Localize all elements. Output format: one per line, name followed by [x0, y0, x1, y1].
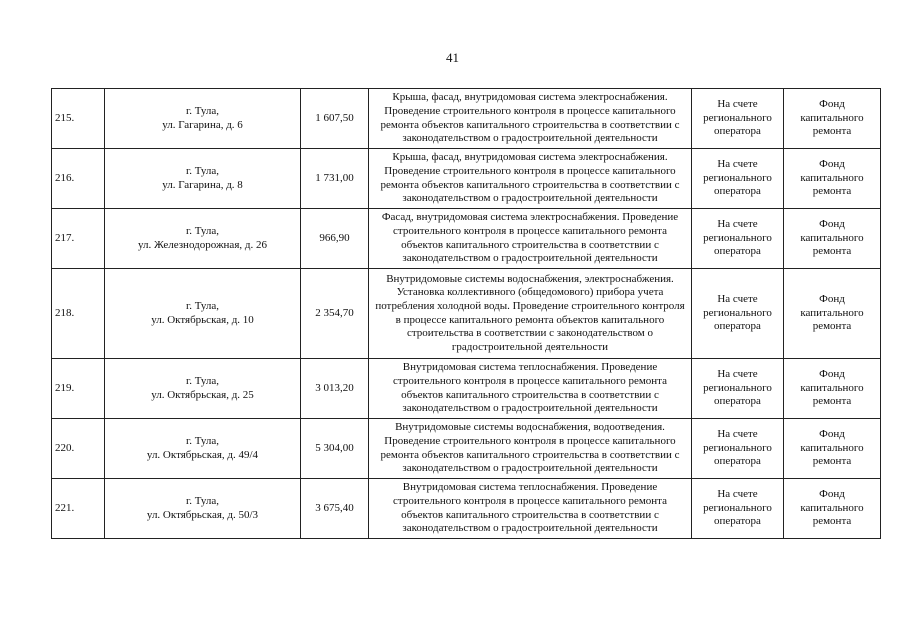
- repair-program-table: [51, 88, 881, 539]
- fund-line: ремонта: [812, 245, 852, 258]
- cost-value: 1 731,00: [315, 171, 354, 184]
- fund-cell: [784, 89, 881, 149]
- fund-line: капитального: [800, 111, 864, 124]
- account-line: На счете: [717, 158, 758, 171]
- cost-cell: [301, 149, 369, 209]
- account-line: оператора: [714, 125, 761, 138]
- table-row: [52, 89, 881, 149]
- address-street: ул. Железнодорожная, д. 26: [138, 238, 267, 251]
- address-cell: [105, 359, 301, 419]
- cost-value: 2 354,70: [315, 306, 354, 319]
- account-cell: [692, 479, 784, 539]
- table-body: [52, 89, 881, 539]
- table-row: [52, 149, 881, 209]
- account-line: оператора: [714, 455, 761, 468]
- account-cell: [692, 209, 784, 269]
- address-city: г. Тула,: [185, 299, 220, 312]
- address-city: г. Тула,: [185, 374, 220, 387]
- fund-line: ремонта: [812, 125, 852, 138]
- fund-line: ремонта: [812, 185, 852, 198]
- cost-cell: [301, 89, 369, 149]
- works-description: Внутридомовые системы водоснабжения, электроснабжения. Установка коллективного (общедомового) прибора учета потребления холодной воды. Проведение строительного контроля в процессе капитального ремонта объектов капитального строительства в соответствии с законодательством о градостроительной деятельности: [375, 272, 685, 353]
- account-line: регионального: [703, 441, 772, 454]
- fund-line: Фонд: [819, 293, 845, 306]
- works-description: Фасад, внутридомовая система электроснабжения. Проведение строительного контроля в процессе капитального ремонта объектов капитального строительства в соответствии с законодательством о градостроительной деятельности: [381, 211, 679, 265]
- cost-cell: [301, 209, 369, 269]
- works-description-cell: [369, 269, 692, 359]
- address-cell: [105, 269, 301, 359]
- fund-line: ремонта: [812, 515, 852, 528]
- account-line: На счете: [717, 293, 758, 306]
- table-row: [52, 359, 881, 419]
- row-number-text: 219.: [55, 381, 75, 394]
- address-cell: [105, 89, 301, 149]
- fund-cell: [784, 479, 881, 539]
- row-number-text: 215.: [55, 111, 75, 124]
- works-description-cell: [369, 419, 692, 479]
- cost-cell: [301, 419, 369, 479]
- works-description: Крыша, фасад, внутридомовая система электроснабжения. Проведение строительного контроля в процессе капитального ремонта объектов капитального строительства в соответствии с законодательством о градостроительной деятельности: [380, 91, 680, 145]
- cost-cell: [301, 359, 369, 419]
- row-number-text: 217.: [55, 231, 75, 244]
- account-cell: [692, 89, 784, 149]
- cost-value: 3 675,40: [315, 501, 354, 514]
- cost-value: 3 013,20: [315, 381, 354, 394]
- row-number: [52, 419, 105, 479]
- cost-value: 966,90: [319, 231, 350, 244]
- row-number: [52, 359, 105, 419]
- cost-cell: [301, 269, 369, 359]
- table-row: [52, 419, 881, 479]
- address-cell: [105, 209, 301, 269]
- fund-line: капитального: [800, 231, 864, 244]
- fund-line: Фонд: [819, 428, 845, 441]
- fund-cell: [784, 419, 881, 479]
- fund-line: ремонта: [812, 455, 852, 468]
- account-cell: [692, 149, 784, 209]
- account-line: На счете: [717, 98, 758, 111]
- account-line: регионального: [703, 381, 772, 394]
- account-line: оператора: [714, 320, 761, 333]
- page-number: 41: [446, 50, 459, 65]
- account-cell: [692, 359, 784, 419]
- account-line: На счете: [717, 488, 758, 501]
- account-line: На счете: [717, 428, 758, 441]
- cost-value: 5 304,00: [315, 441, 354, 454]
- works-description-cell: [369, 89, 692, 149]
- fund-line: капитального: [800, 306, 864, 319]
- fund-line: Фонд: [819, 218, 845, 231]
- address-city: г. Тула,: [185, 164, 220, 177]
- fund-line: капитального: [800, 171, 864, 184]
- account-line: регионального: [703, 306, 772, 319]
- address-cell: [105, 149, 301, 209]
- account-line: оператора: [714, 245, 761, 258]
- fund-line: Фонд: [819, 98, 845, 111]
- row-number: [52, 479, 105, 539]
- row-number: [52, 209, 105, 269]
- address-cell: [105, 479, 301, 539]
- fund-line: Фонд: [819, 488, 845, 501]
- account-line: На счете: [717, 218, 758, 231]
- account-cell: [692, 269, 784, 359]
- account-line: оператора: [714, 515, 761, 528]
- row-number-text: 218.: [55, 306, 75, 319]
- row-number: [52, 269, 105, 359]
- address-street: ул. Гагарина, д. 8: [162, 178, 243, 191]
- table-row: [52, 269, 881, 359]
- works-description: Крыша, фасад, внутридомовая система электроснабжения. Проведение строительного контроля в процессе капитального ремонта объектов капитального строительства в соответствии с законодательством о градостроительной деятельности: [380, 151, 680, 205]
- address-city: г. Тула,: [185, 434, 220, 447]
- address-street: ул. Октябрьская, д. 25: [151, 388, 254, 401]
- address-street: ул. Гагарина, д. 6: [162, 118, 243, 131]
- row-number: [52, 149, 105, 209]
- row-number-text: 220.: [55, 441, 75, 454]
- fund-cell: [784, 269, 881, 359]
- fund-line: капитального: [800, 441, 864, 454]
- account-cell: [692, 419, 784, 479]
- fund-line: капитального: [800, 501, 864, 514]
- works-description-cell: [369, 359, 692, 419]
- address-city: г. Тула,: [185, 224, 220, 237]
- address-street: ул. Октябрьская, д. 10: [151, 313, 254, 326]
- account-line: регионального: [703, 501, 772, 514]
- account-line: На счете: [717, 368, 758, 381]
- address-street: ул. Октябрьская, д. 49/4: [146, 448, 259, 461]
- cost-cell: [301, 479, 369, 539]
- address-cell: [105, 419, 301, 479]
- account-line: регионального: [703, 171, 772, 184]
- address-city: г. Тула,: [185, 104, 220, 117]
- table-row: [52, 209, 881, 269]
- works-description: Внутридомовая система теплоснабжения. Проведение строительного контроля в процессе капитального ремонта объектов капитального строительства в соответствии с законодательством о градостроительной деятельности: [393, 481, 667, 535]
- works-description-cell: [369, 479, 692, 539]
- works-description-cell: [369, 209, 692, 269]
- table-row: [52, 479, 881, 539]
- fund-line: Фонд: [819, 158, 845, 171]
- fund-cell: [784, 209, 881, 269]
- row-number-text: 216.: [55, 171, 75, 184]
- row-number: [52, 89, 105, 149]
- fund-cell: [784, 359, 881, 419]
- fund-line: ремонта: [812, 395, 852, 408]
- account-line: регионального: [703, 111, 772, 124]
- works-description-cell: [369, 149, 692, 209]
- fund-line: капитального: [800, 381, 864, 394]
- fund-cell: [784, 149, 881, 209]
- address-city: г. Тула,: [185, 494, 220, 507]
- account-line: оператора: [714, 395, 761, 408]
- address-street: ул. Октябрьская, д. 50/3: [146, 508, 259, 521]
- fund-line: ремонта: [812, 320, 852, 333]
- account-line: оператора: [714, 185, 761, 198]
- fund-line: Фонд: [819, 368, 845, 381]
- works-description: Внутридомовые системы водоснабжения, водоотведения. Проведение строительного контроля в процессе капитального ремонта объектов капитального строительства в соответствии с законодательством о градостроительной деятельности: [380, 421, 680, 475]
- row-number-text: 221.: [55, 501, 75, 514]
- works-description: Внутридомовая система теплоснабжения. Проведение строительного контроля в процессе капитального ремонта объектов капитального строительства в соответствии с законодательством о градостроительной деятельности: [393, 361, 667, 415]
- cost-value: 1 607,50: [315, 111, 354, 124]
- account-line: регионального: [703, 231, 772, 244]
